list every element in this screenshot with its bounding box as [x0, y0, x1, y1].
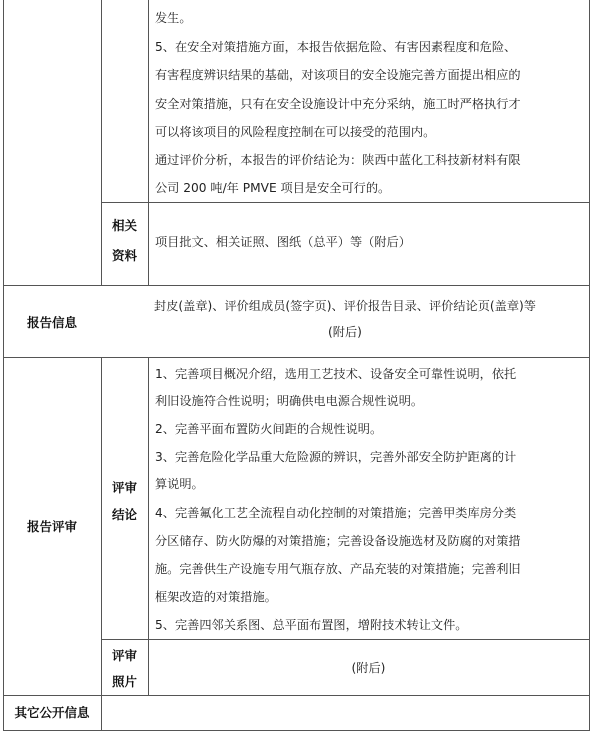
rule-related-top [101, 202, 590, 203]
rule-report-info-top [3, 285, 590, 286]
rule-photo-top [101, 639, 590, 640]
report-info-label: 报告信息 [26, 315, 77, 330]
review-conclusion-line-1: 1、完善项目概况介绍，选用工艺技术、设备安全可靠性说明，依托 [155, 367, 517, 381]
review-photo-content: (附后) [351, 661, 386, 675]
review-conclusion-line-3: 2、完善平面布置防火间距的合规性说明。 [155, 422, 383, 436]
top-line-7: 公司 200 吨/年 PMVE 项目是安全可行的。 [155, 181, 391, 195]
review-photo-label-1: 评审 [111, 648, 137, 663]
review-conclusion-label-2: 结论 [111, 507, 137, 522]
review-conclusion-line-5: 算说明。 [155, 477, 204, 491]
top-line-2: 5、在安全对策措施方面，本报告依据危险、有害因素程度和危险、 [155, 40, 517, 54]
other-info-label: 其它公开信息 [14, 705, 90, 720]
review-conclusion-line-9: 框架改造的对策措施。 [155, 590, 277, 604]
review-conclusion-label-1: 评审 [111, 480, 137, 495]
rule-sublabel-column-top [148, 0, 149, 286]
review-conclusion-line-10: 5、完善四邻关系图、总平面布置图，增附技术转让文件。 [155, 618, 468, 632]
rule-review-top [3, 357, 590, 358]
rule-left-border [3, 0, 4, 731]
review-conclusion-line-2: 利旧设施符合性说明；明确供电电源合规性说明。 [155, 394, 424, 408]
top-line-3: 有害程度辨识结果的基础，对该项目的安全设施完善方面提出相应的 [155, 68, 521, 82]
related-content: 项目批文、相关证照、图纸（总平）等（附后） [155, 235, 411, 249]
review-conclusion-line-7: 分区储存、防火防爆的对策措施；完善设备设施选材及防腐的对策措 [155, 534, 521, 548]
rule-other-top [3, 695, 590, 696]
review-label: 报告评审 [26, 519, 77, 534]
top-line-6: 通过评价分析，本报告的评价结论为：陕西中蓝化工科技新材料有限 [155, 153, 521, 167]
rule-bottom [3, 730, 590, 731]
related-label-line-1: 相关 [111, 218, 137, 233]
rule-right-border [589, 0, 590, 731]
review-conclusion-line-8: 施。完善供生产设施专用气瓶存放、产品充装的对策措施；完善利旧 [155, 562, 521, 576]
report-info-line-2: (附后) [328, 325, 362, 339]
review-photo-label-2: 照片 [111, 674, 137, 689]
review-conclusion-line-4: 3、完善危险化学品重大危险源的辨识，完善外部安全防护距离的计 [155, 450, 517, 464]
top-line-5: 可以将该项目的风险程度控制在可以接受的范围内。 [155, 125, 436, 139]
rule-sublabel-column-review [148, 357, 149, 696]
rule-label-column [101, 0, 102, 286]
top-line-4: 安全对策措施，只有在安全设施设计中充分采纳，施工时严格执行才 [155, 97, 521, 111]
top-line-1: 发生。 [155, 11, 192, 25]
review-conclusion-line-6: 4、完善氟化工艺全流程自动化控制的对策措施；完善甲类库房分类 [155, 506, 517, 520]
report-info-line-1: 封皮(盖章)、评价组成员(签字页)、评价报告目录、评价结论页(盖章)等 [154, 299, 536, 313]
related-label-line-2: 资料 [111, 248, 137, 263]
